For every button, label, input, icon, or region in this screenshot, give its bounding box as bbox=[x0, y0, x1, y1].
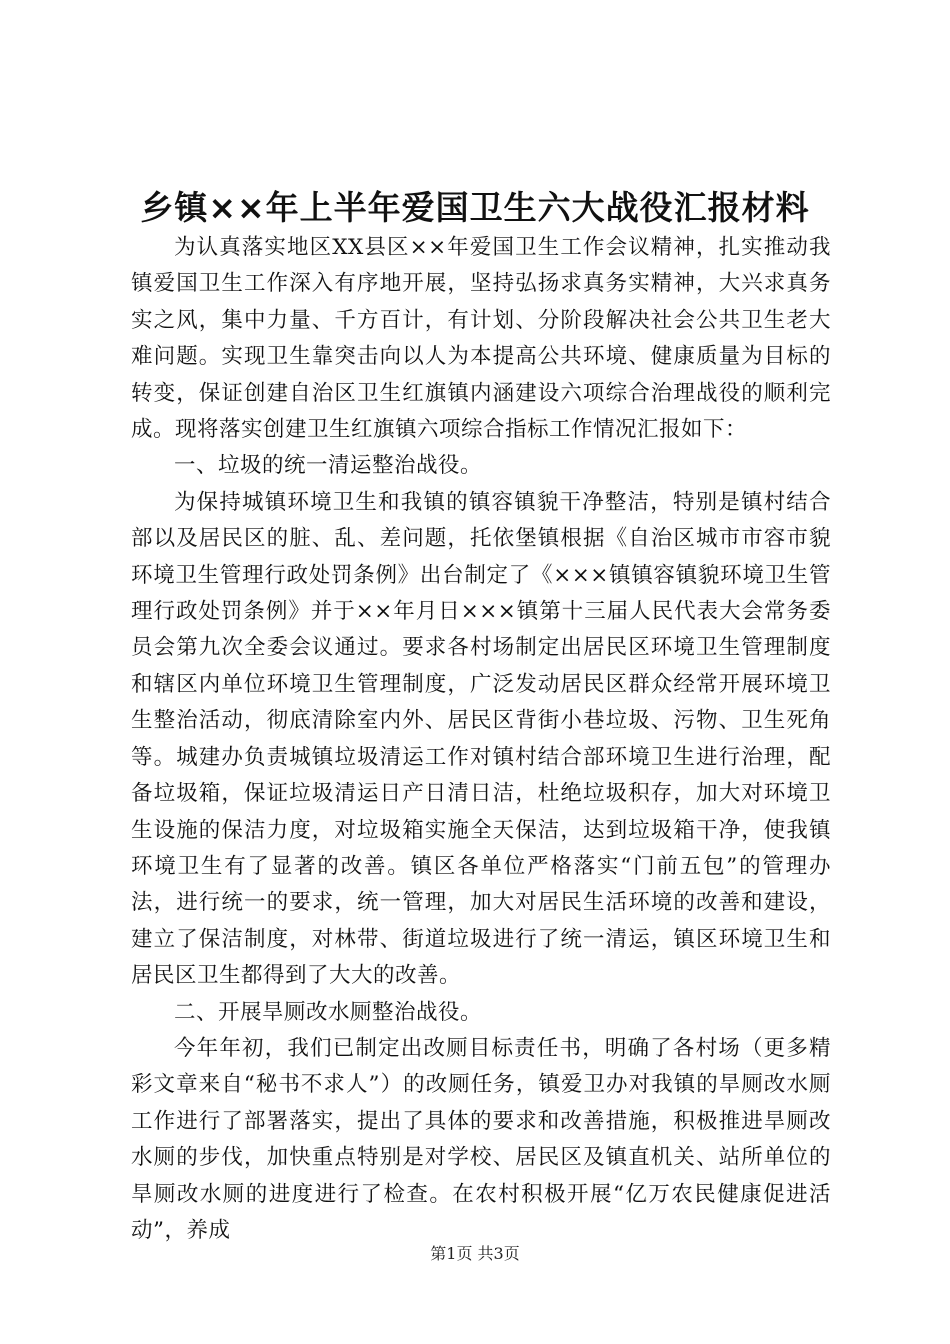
intro-paragraph: 为认真落实地区XX县区××年爱国卫生工作会议精神，扎实推动我镇爱国卫生工作深入有序地开展，坚持弘扬求真务实精神，大兴求真务实之风，集中力量、千方百计，有计划、分阶段解决社会公共卫生老大难问题。实现卫生靠突击向以人为本提高公共环境、健康质量为目标的转变，保证创建自治区卫生红旗镇内涵建设六项综合治理战役的顺利完成。现将落实创建卫生红旗镇六项综合指标工作情况汇报如下： bbox=[131, 235, 831, 443]
section-heading-2: 二、开展旱厕改水厕整治战役。 bbox=[174, 999, 483, 1025]
section-heading-1: 一、垃圾的统一清运整治战役。 bbox=[174, 453, 483, 479]
document-title: 乡镇××年上半年爱国卫生六大战役汇报材料 bbox=[140, 188, 810, 227]
section-1-paragraph: 为保持城镇环境卫生和我镇的镇容镇貌干净整洁，特别是镇村结合部以及居民区的脏、乱、差问题，托依堡镇根据《自治区城市市容市貌环境卫生管理行政处罚条例》出台制定了《×××镇镇容镇貌环境卫生管理行政处罚条例》并于××年月日×××镇第十三届人民代表大会常务委员会第九次全委会议通过。要求各村场制定出居民区环境卫生管理制度和辖区内单位环境卫生管理制度，广泛发动居民区群众经常开展环境卫生整治活动，彻底清除室内外、居民区背街小巷垃圾、污物、卫生死角等。城建办负责城镇垃圾清运工作对镇村结合部环境卫生进行治理，配备垃圾箱，保证垃圾清运日产日清日洁，杜绝垃圾积存，加大对环境卫生设施的保洁力度，对垃圾箱实施全天保洁，达到垃圾箱干净，使我镇环境卫生有了显著的改善。镇区各单位严格落实“门前五包”的管理办法，进行统一的要求，统一管理，加大对居民生活环境的改善和建设，建立了保洁制度，对林带、街道垃圾进行了统一清运，镇区环境卫生和居民区卫生都得到了大大的改善。 bbox=[131, 489, 831, 989]
document-body bbox=[131, 230, 831, 1249]
section-2-paragraph: 今年年初，我们已制定出改厕目标责任书，明确了各村场（更多精彩文章来自“秘书不求人”）的改厕任务，镇爱卫办对我镇的旱厕改水厕工作进行了部署落实，提出了具体的要求和改善措施，积极推进旱厕改水厕的步伐，加快重点特别是对学校、居民区及镇直机关、站所单位的旱厕改水厕的进度进行了检查。在农村积极开展“亿万农民健康促进活动”，养成 bbox=[131, 1035, 831, 1243]
page-footer: 第1页 共3页 bbox=[430, 1244, 520, 1263]
